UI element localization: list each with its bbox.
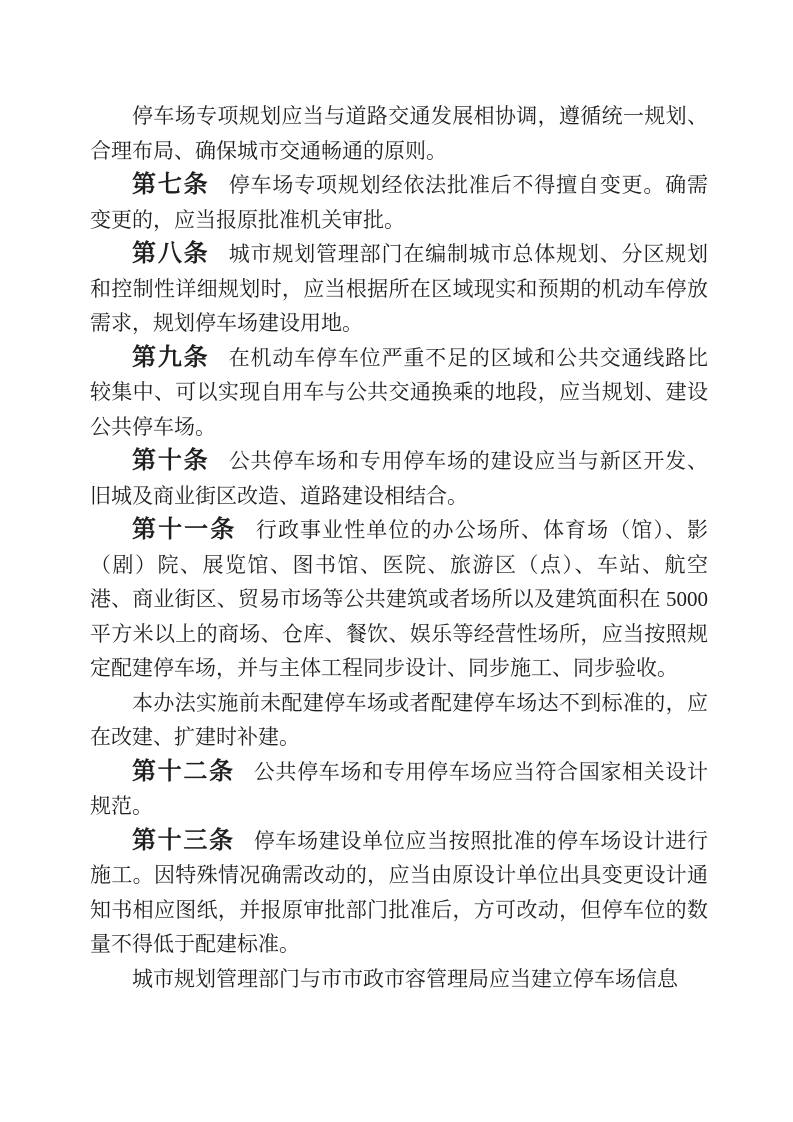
paragraph-text: 城市规划管理部门在编制城市总体规划、分区规划和控制性详细规划时，应当根据所在区域现实和预期的机动车停放需求，规划停车场建设用地。 (90, 242, 709, 335)
article-number: 第七条 (132, 171, 210, 198)
paragraph-article-11 (90, 513, 708, 686)
document-text-block (90, 99, 708, 996)
paragraph-text: 公共停车场和专用停车场的建设应当与新区开发、旧城及商业街区改造、道路建设相结合。 (90, 449, 709, 508)
paragraph-article-11-continuation (90, 686, 708, 755)
article-number: 第九条 (132, 343, 210, 371)
paragraph-text: 公共停车场和专用停车场应当符合国家相关设计规范。 (90, 759, 709, 818)
article-number: 第十二条 (132, 757, 235, 785)
article-number: 第十条 (132, 447, 210, 474)
article-number: 第八条 (132, 240, 210, 267)
paragraph-text: 停车场建设单位应当按照批准的停车场设计进行施工。因特殊情况确需改动的，应当由原设计单位出具变更设计通知书相应图纸，并报原审批部门批准后，方可改动，但停车位的数量不得低于配建标准。 (90, 828, 709, 956)
paragraph-article-10 (90, 444, 708, 513)
paragraph-continuation (90, 99, 708, 168)
paragraph-text: 行政事业性单位的办公场所、体育场（馆）、影（剧）院、展览馆、图书馆、医院、旅游区（点）、车站、航空港、商业街区、贸易市场等公共建筑或者场所以及建筑面积在 5000 平方米以上的商场、仓库、餐饮、娱乐等经营性场所，应当按照规定配建停车场，并与主体工程同步设计、同步施工、同步验收。 (90, 518, 709, 680)
paragraph-article-7 (90, 168, 708, 237)
article-number: 第十三条 (132, 826, 235, 854)
paragraph-article-13 (90, 824, 708, 962)
paragraph-article-8 (90, 237, 708, 341)
paragraph-text: 停车场专项规划经依法批准后不得擅自变更。确需变更的，应当报原批准机关审批。 (90, 173, 709, 232)
paragraph-text: 本办法实施前未配建停车场或者配建停车场达不到标准的，应在改建、扩建时补建。 (90, 690, 708, 749)
paragraph-article-9 (90, 341, 708, 445)
article-number: 第十一条 (132, 516, 237, 543)
paragraph-text: 停车场专项规划应当与道路交通发展相协调，遵循统一规划、合理布局、确保城市交通畅通的原则。 (90, 104, 708, 163)
paragraph-text: 城市规划管理部门与市市政市容管理局应当建立停车场信息 (132, 966, 678, 991)
paragraph-text: 在机动车停车位严重不足的区域和公共交通线路比较集中、可以实现自用车与公共交通换乘的地段，应当规划、建设公共停车场。 (90, 345, 709, 439)
paragraph-article-12 (90, 755, 708, 824)
paragraph-truncated-bottom (90, 962, 708, 997)
